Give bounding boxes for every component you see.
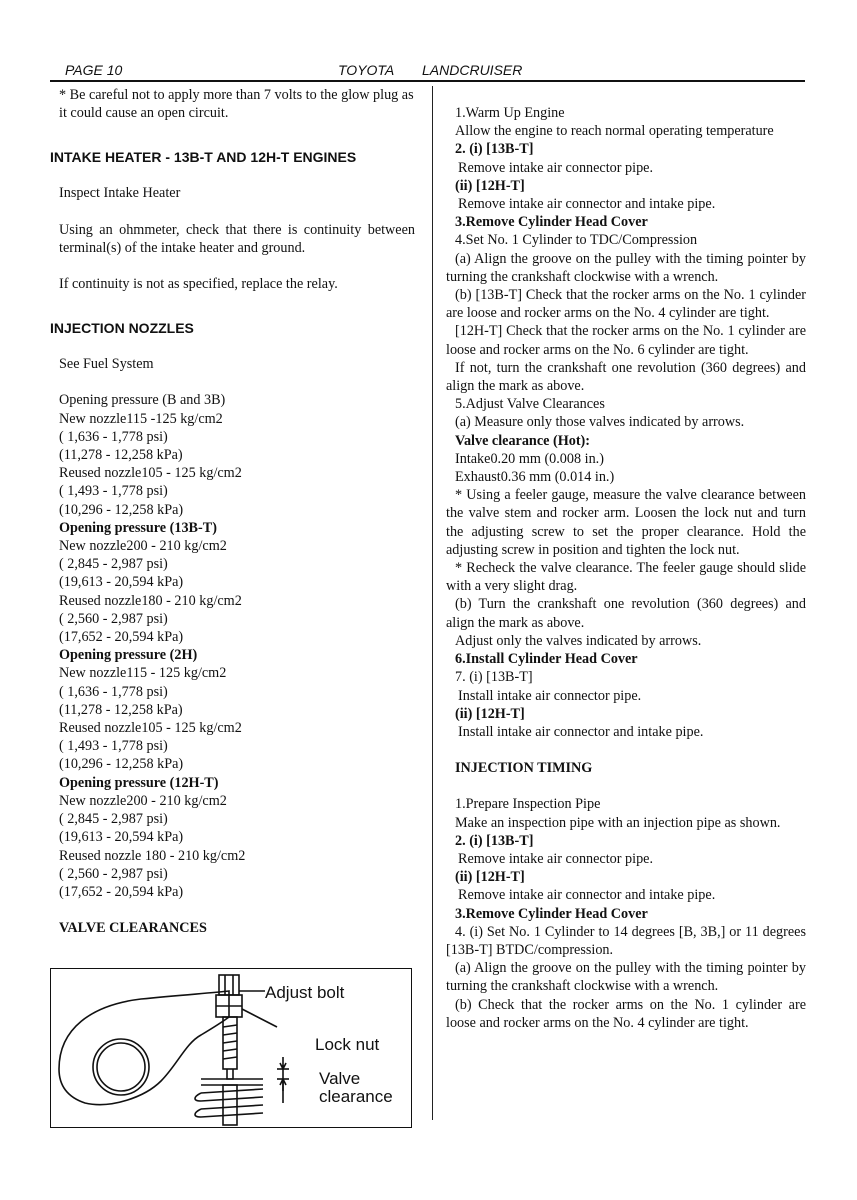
step-heading: (ii) [12H-T]	[455, 705, 525, 722]
page-header	[50, 60, 805, 82]
spec-line: ( 1,493 - 1,778 psi)	[59, 483, 168, 500]
step-heading: 6.Install Cylinder Head Cover	[455, 651, 638, 668]
step-heading: 3.Remove Cylinder Head Cover	[455, 905, 648, 922]
glow-plug-warning: * Be careful not to apply more than 7 volts to the glow plug as it could cause an open circuit.	[59, 87, 414, 122]
procedure-text: Make an inspection pipe with an injection pipe as shown.	[455, 814, 781, 831]
procedure-text: (b) Check that the rocker arms on the No. 1 cylinder are loose and rocker arms on the No. 4 cylinder are tight.	[446, 996, 806, 1031]
procedure-text: (a) Measure only those valves indicated by arrows.	[455, 414, 745, 431]
inspect-intake-heater: Inspect Intake Heater	[59, 185, 181, 202]
procedure-text: Remove intake air connector and intake pipe.	[458, 196, 716, 213]
spacer	[446, 741, 806, 759]
header-make: TOYOTA	[338, 62, 395, 78]
step-heading: 2. (i) [13B-T]	[455, 141, 534, 158]
procedure-text: If not, turn the crankshaft one revolution (360 degrees) and align the mark as above.	[446, 359, 806, 395]
spec-line: (19,613 - 20,594 kPa)	[59, 574, 184, 591]
procedure-text: Remove intake air connector pipe.	[458, 850, 654, 867]
label-adjust-bolt: Adjust bolt	[265, 983, 345, 1002]
spec-line: Opening pressure (B and 3B)	[59, 392, 226, 409]
nozzle-spec-list	[50, 391, 415, 901]
spec-heading: Opening pressure (12H-T)	[59, 774, 219, 791]
ohmmeter-text: Using an ohmmeter, check that there is continuity between terminal(s) of the intake heater and ground.	[59, 221, 415, 256]
spec-line: ( 2,845 - 2,987 psi)	[59, 556, 168, 573]
procedure-text: 4.Set No. 1 Cylinder to TDC/Compression	[455, 232, 698, 249]
continuity-text: If continuity is not as specified, replace the relay.	[59, 276, 338, 293]
procedure-text: Intake0.20 mm (0.008 in.)	[455, 450, 604, 467]
see-fuel-system: See Fuel System	[59, 356, 154, 373]
step-heading: (ii) [12H-T]	[455, 869, 525, 886]
step-heading: 2. (i) [13B-T]	[455, 832, 534, 849]
procedure-text: 5.Adjust Valve Clearances	[455, 396, 605, 413]
procedure-text: Exhaust0.36 mm (0.014 in.)	[455, 469, 615, 486]
spacer	[446, 777, 806, 795]
spec-line: Reused nozzle180 - 210 kg/cm2	[59, 592, 242, 609]
procedure-text: (b) [13B-T] Check that the rocker arms on the No. 1 cylinder are loose and rocker arms on the No. 4 cylinder are tight.	[446, 287, 806, 322]
procedure-text: Remove intake air connector and intake pipe.	[458, 887, 716, 904]
spec-line: (17,652 - 20,594 kPa)	[59, 883, 184, 900]
page-number: PAGE 10	[65, 62, 123, 78]
procedure-text: Install intake air connector pipe.	[458, 687, 642, 704]
spec-line: Reused nozzle 180 - 210 kg/cm2	[59, 847, 246, 864]
procedure-text: Adjust only the valves indicated by arrows.	[455, 632, 702, 649]
step-heading: (ii) [12H-T]	[455, 177, 525, 194]
spec-line: (19,613 - 20,594 kPa)	[59, 829, 184, 846]
procedure-text: * Recheck the valve clearance. The feeler gauge should slide with a very slight drag.	[446, 560, 806, 595]
valve-clearances-heading: VALVE CLEARANCES	[59, 920, 207, 937]
step-heading: 3.Remove Cylinder Head Cover	[455, 214, 648, 231]
spec-heading: Opening pressure (2H)	[59, 647, 198, 664]
procedure-text: [12H-T] Check that the rocker arms on the No. 1 cylinder are loose and rocker arms on the No. 6 cylinder are tight.	[446, 323, 806, 358]
procedure-text: (a) Align the groove on the pulley with the timing pointer by turning the crankshaft clockwise with a wrench.	[446, 250, 806, 285]
valve-clearance-figure	[50, 968, 412, 1128]
intake-heater-heading: INTAKE HEATER - 13B-T AND 12H-T ENGINES	[50, 149, 357, 166]
injection-nozzles-heading: INJECTION NOZZLES	[50, 320, 194, 337]
label-lock-nut: Lock nut	[315, 1035, 380, 1054]
column-divider	[432, 86, 433, 1120]
spec-line: ( 2,560 - 2,987 psi)	[59, 865, 168, 882]
procedure-text: 7. (i) [13B-T]	[455, 669, 533, 686]
spec-line: ( 1,493 - 1,778 psi)	[59, 738, 168, 755]
spec-line: New nozzle200 - 210 kg/cm2	[59, 538, 227, 555]
procedure-text: 1.Prepare Inspection Pipe	[455, 796, 601, 813]
spec-line: (11,278 - 12,258 kPa)	[59, 447, 183, 464]
spec-line: ( 1,636 - 1,778 psi)	[59, 683, 168, 700]
step-heading: INJECTION TIMING	[455, 760, 593, 777]
spec-line: (10,296 - 12,258 kPa)	[59, 501, 184, 518]
procedure-text: Remove intake air connector pipe.	[458, 159, 654, 176]
procedure-text: Allow the engine to reach normal operating temperature	[455, 123, 774, 140]
label-valve: Valve	[319, 1069, 361, 1088]
right-column	[446, 104, 806, 1032]
spec-line: (10,296 - 12,258 kPa)	[59, 756, 184, 773]
header-model: LANDCRUISER	[422, 62, 523, 78]
procedure-text: (b) Turn the crankshaft one revolution (360 degrees) and align the mark as above.	[446, 596, 806, 631]
spec-line: (17,652 - 20,594 kPa)	[59, 629, 184, 646]
spec-line: New nozzle200 - 210 kg/cm2	[59, 792, 227, 809]
procedure-text: * Using a feeler gauge, measure the valve clearance between the valve stem and rocker arm. Loosen the lock nut and turn the adjusting screw to set the proper clearance. Hold the adjusting screw in position and tighten the lock nut.	[446, 487, 806, 558]
spec-heading: Opening pressure (13B-T)	[59, 519, 217, 536]
spec-line: ( 2,845 - 2,987 psi)	[59, 811, 168, 828]
procedure-text: 1.Warm Up Engine	[455, 105, 565, 121]
spec-line: ( 2,560 - 2,987 psi)	[59, 610, 168, 627]
spec-line: New nozzle115 -125 kg/cm2	[59, 410, 223, 427]
step-heading: Valve clearance (Hot):	[455, 432, 590, 449]
procedure-text: 4. (i) Set No. 1 Cylinder to 14 degrees [B, 3B,] or 11 degrees [13B-T] BTDC/compression.	[446, 923, 806, 958]
label-clearance: clearance	[319, 1087, 393, 1106]
spec-line: (11,278 - 12,258 kPa)	[59, 701, 183, 718]
left-column	[50, 86, 415, 937]
spec-line: New nozzle115 - 125 kg/cm2	[59, 665, 227, 682]
procedure-text: Install intake air connector and intake pipe.	[458, 723, 704, 740]
procedure-text: (a) Align the groove on the pulley with the timing pointer by turning the crankshaft clockwise with a wrench.	[446, 960, 806, 995]
spec-line: Reused nozzle105 - 125 kg/cm2	[59, 720, 242, 737]
spec-line: ( 1,636 - 1,778 psi)	[59, 428, 168, 445]
spec-line: Reused nozzle105 - 125 kg/cm2	[59, 465, 242, 482]
